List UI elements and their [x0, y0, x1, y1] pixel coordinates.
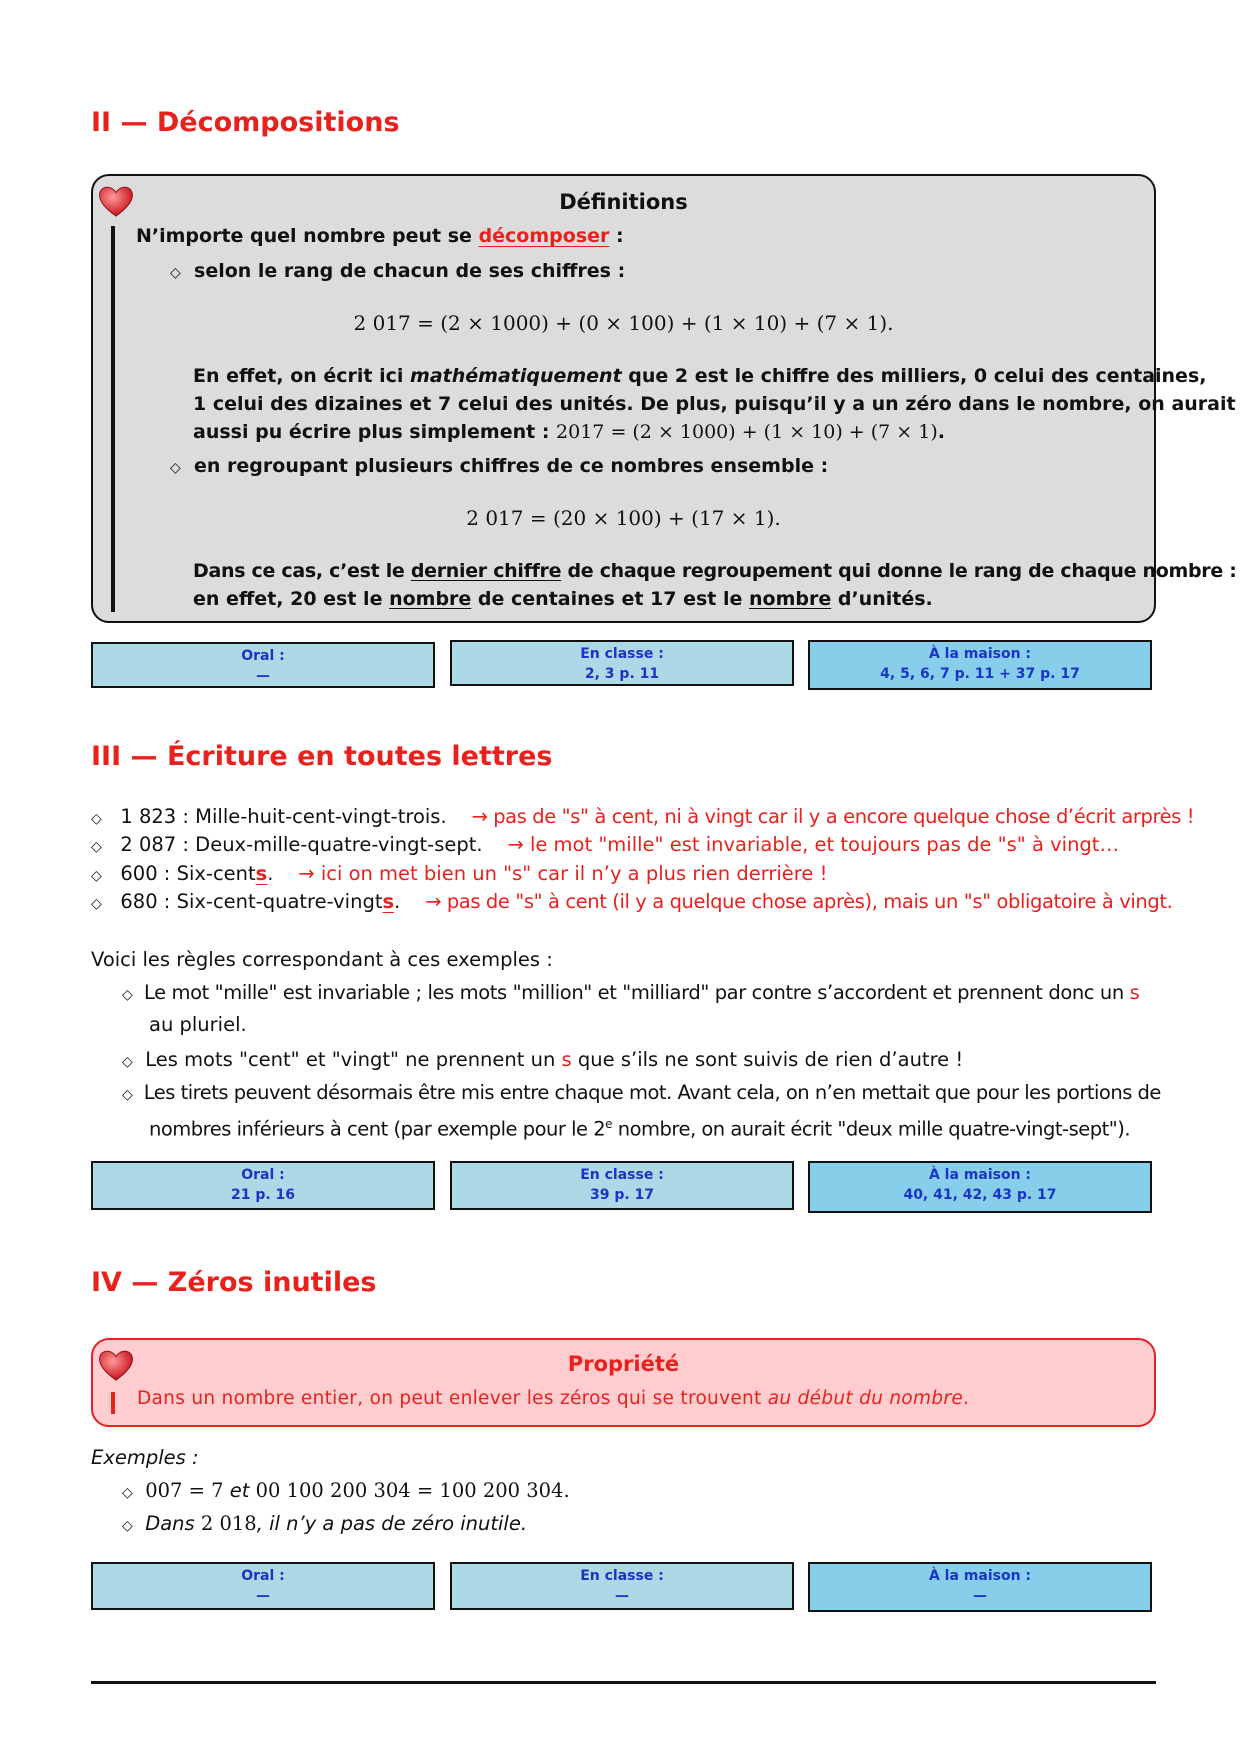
- formula-rank: 2 017 = (2 × 1000) + (0 × 100) + (1 × 10) + (7 × 1).: [353, 311, 894, 335]
- property-box-title: Propriété: [567, 1352, 680, 1376]
- exercise-en-classe-s3: En classe : 39 p. 17: [450, 1161, 794, 1210]
- section-title-zeros: IV — Zéros inutiles: [91, 1267, 377, 1298]
- definition-explanation-grouping: Dans ce cas, c’est le dernier chiffre de chaque regroupement qui donne le rang de chaque nombre : en effet, 20 est le nombre de centaines et 17 est le nombre d’unités.: [193, 560, 1237, 610]
- exercise-oral-s2: Oral : —: [91, 642, 435, 688]
- section-title-ecriture: III — Écriture en toutes lettres: [91, 741, 553, 772]
- decomposer-keyword: décomposer: [478, 225, 610, 247]
- definition-bullet-rank: ◇ selon le rang de chacun de ses chiffres :: [170, 260, 626, 282]
- exercise-a-la-maison-s2: À la maison : 4, 5, 6, 7 p. 11 + 37 p. 17: [808, 640, 1152, 690]
- examples-label: Exemples :: [91, 1446, 199, 1469]
- diamond-bullet-icon: ◇: [91, 868, 102, 884]
- exercise-en-classe-s2: En classe : 2, 3 p. 11: [450, 640, 794, 686]
- zero-example-2: ◇ Dans 2 018, il n’y a pas de zéro inutile.: [122, 1512, 528, 1535]
- rule-cent-vingt: ◇ Les mots "cent" et "vingt" ne prennent un s que s’ils ne sont suivis de rien d’autre !: [122, 1048, 964, 1071]
- diamond-bullet-icon: ◇: [91, 811, 102, 827]
- definition-left-rule: [111, 226, 115, 612]
- definition-box: [91, 174, 1237, 623]
- definition-box-title: Définitions: [559, 190, 688, 214]
- example-row-680: ◇ 680 : Six-cent-quatre-vingts. → pas de "s" à cent (il y a quelque chose après), mais un "s" obligatoire à vingt.: [91, 890, 1173, 913]
- formula-grouping: 2 017 = (20 × 100) + (17 × 1).: [466, 506, 781, 530]
- diamond-bullet-icon: ◇: [122, 1087, 133, 1103]
- example-row-2087: ◇ 2 087 : Deux-mille-quatre-vingt-sept. → le mot "mille" est invariable, et toujours pas de "s" à vingt…: [91, 833, 1119, 856]
- diamond-bullet-icon: ◇: [91, 839, 102, 855]
- property-statement: Dans un nombre entier, on peut enlever les zéros qui se trouvent au début du nombre.: [137, 1388, 970, 1409]
- exercise-en-classe-s4: En classe : —: [450, 1562, 794, 1610]
- definition-explanation-rank: En effet, on écrit ici mathématiquement que 2 est le chiffre des milliers, 0 celui des centaines, 1 celui des dizaines et 7 celui des unités. De plus, puisqu’il y a un zéro dans le nombre, on aurait aussi pu écrire plus simplement : 2017 = (2 × 1000) + (1 × 10) + (7 × 1).: [193, 365, 1236, 443]
- property-left-rule: [111, 1392, 115, 1414]
- definition-intro: N’importe quel nombre peut se décomposer :: [136, 225, 624, 247]
- exercise-a-la-maison-s4: À la maison : —: [808, 1562, 1152, 1612]
- diamond-bullet-icon: ◇: [122, 1054, 133, 1070]
- rule-mille: ◇ Le mot "mille" est invariable ; les mots "million" et "milliard" par contre s’accordent et prennent donc un s au pluriel.: [122, 981, 1140, 1036]
- exercise-oral-s4: Oral : —: [91, 1562, 435, 1610]
- diamond-bullet-icon: ◇: [170, 265, 181, 281]
- example-row-1823: ◇ 1 823 : Mille-huit-cent-vingt-trois. → pas de "s" à cent, ni à vingt car il y a encore quelque chose d’écrit arprès !: [91, 805, 1195, 828]
- property-box: [91, 1338, 1156, 1427]
- exercise-oral-s3: Oral : 21 p. 16: [91, 1161, 435, 1210]
- rule-tirets: ◇ Les tirets peuvent désormais être mis entre chaque mot. Avant cela, on n’en mettait que pour les portions de nombres inférieurs à cent (par exemple pour le 2e nombre, on aurait écrit "deux mille quatre-vingt-sept").: [122, 1081, 1161, 1141]
- diamond-bullet-icon: ◇: [122, 987, 133, 1003]
- zero-example-1: ◇ 007 = 7 et 00 100 200 304 = 100 200 304.: [122, 1479, 570, 1502]
- footer-rule: [91, 1681, 1156, 1684]
- example-row-600: ◇ 600 : Six-cents. → ici on met bien un "s" car il n’y a plus rien derrière !: [91, 862, 828, 885]
- diamond-bullet-icon: ◇: [122, 1518, 133, 1534]
- definition-bullet-grouping: ◇ en regroupant plusieurs chiffres de ce nombres ensemble :: [170, 455, 829, 477]
- exercise-a-la-maison-s3: À la maison : 40, 41, 42, 43 p. 17: [808, 1161, 1152, 1213]
- diamond-bullet-icon: ◇: [122, 1485, 133, 1501]
- diamond-bullet-icon: ◇: [170, 460, 181, 476]
- diamond-bullet-icon: ◇: [91, 896, 102, 912]
- section-title-decompositions: II — Décompositions: [91, 107, 400, 138]
- rules-intro: Voici les règles correspondant à ces exemples :: [91, 948, 553, 971]
